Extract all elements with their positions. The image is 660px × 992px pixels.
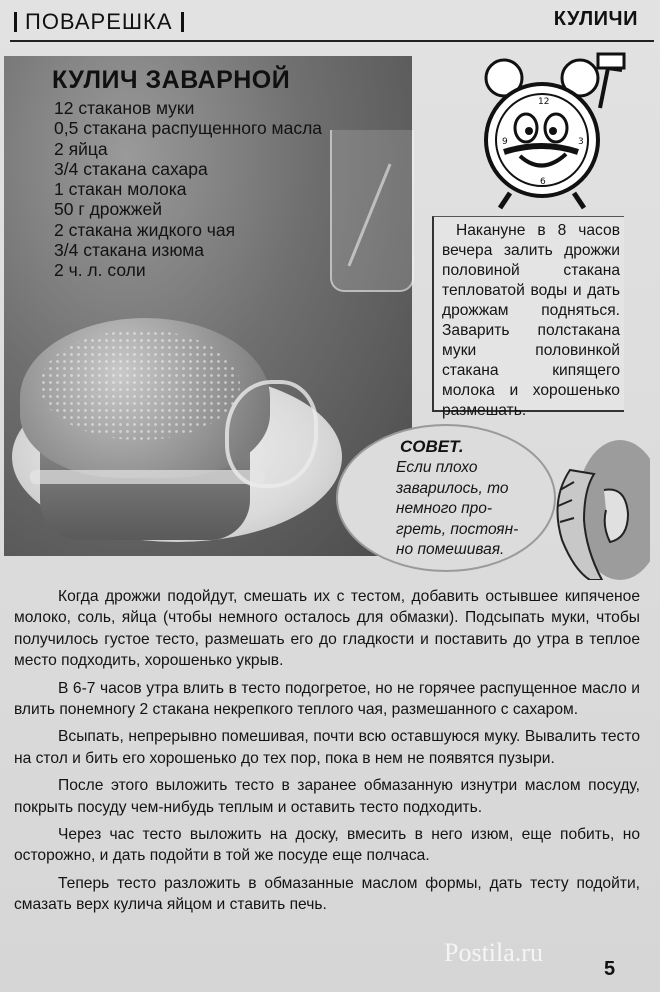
instruction-paragraph: В 6-7 часов утра влить в тесто подогретое, но не горячее распущенное масло и влить понемногу 2 стакана некрепкого теплого чая, размешанного с сахаром. <box>14 679 640 719</box>
svg-text:9: 9 <box>502 137 508 147</box>
header-divider <box>10 40 654 42</box>
recipe-title: КУЛИЧ ЗАВАРНОЙ <box>52 66 291 94</box>
instruction-paragraph: Теперь тесто разложить в обмазанные маслом формы, дать тесту подойти, смазать верх кулича яйцом и ставить печь. <box>14 874 640 914</box>
instruction-paragraph: После этого выложить тесто в заранее обмазанную изнутри маслом посуду, покрыть посуду чем-нибудь теплым и оставить тесто подходить. <box>14 777 640 816</box>
instruction-paragraph: Всыпать, непрерывно помешивая, почти всю оставшуюся муку. Вывалить тесто на стол и бить его хорошенько до тех пор, пока в нем не появятся пузыри. <box>14 728 640 767</box>
sugar-sprinkles-image <box>40 330 240 440</box>
page-number: 5 <box>604 958 616 980</box>
ingredient-item: 0,5 стакана распущенного масла <box>54 118 323 139</box>
topic-title: КУЛИЧИ <box>553 8 638 30</box>
ingredient-list <box>54 98 322 281</box>
ingredient-item: 2 стакана жидкого чая <box>54 219 236 240</box>
alarm-clock-icon <box>460 48 630 213</box>
bow-image <box>225 380 318 488</box>
advice-line: но помешивая. <box>396 541 505 558</box>
advice-line: Если плохо <box>396 459 478 476</box>
advice-title: СОВЕТ. <box>400 437 464 456</box>
section-name: ПОВАРЕШКА <box>14 9 184 35</box>
ribbon-image <box>30 470 265 484</box>
ingredient-item: 12 стаканов муки <box>54 98 195 118</box>
ingredient-item: 3/4 стакана изюма <box>54 240 205 261</box>
instructions <box>14 586 640 922</box>
ingredient-item: 1 стакан молока <box>54 179 187 200</box>
ingredient-item: 50 г дрожжей <box>54 199 162 220</box>
svg-text:12: 12 <box>538 97 550 107</box>
svg-text:6: 6 <box>540 177 546 187</box>
ingredient-item: 2 яйца <box>54 138 108 159</box>
advice-text <box>396 458 518 561</box>
instruction-paragraph: Когда дрожжи подойдут, смешать их с тестом, добавить остывшее кипяченое молоко, соль, яйца (чтобы немного осталось для обмазки). Подсыпать муки, чтобы получилось густое тесто, размешать его до гладкости и поставить до утра в теплое место подходить, хорошенько укрыв. <box>14 588 640 670</box>
ingredient-item: 2 ч. л. соли <box>54 260 146 281</box>
advice-line: заварилось, то <box>396 479 509 497</box>
ingredient-item: 3/4 стакана сахара <box>54 158 208 179</box>
page-header <box>0 0 660 44</box>
advice-line: немного про- <box>396 500 493 517</box>
info-text: Накануне в 8 часов вечера залить дрожжи половиной стакана тепловатой воды и дать дрожжам подняться. Заварить полстакана муки половинкой стакана кипящего молока и хорошенько размешать. <box>442 222 620 419</box>
watermark: Postila.ru <box>444 938 543 967</box>
info-box <box>432 216 624 419</box>
listening-person-icon <box>540 430 650 580</box>
svg-text:3: 3 <box>578 137 584 147</box>
advice-line: греть, постоян- <box>396 520 519 538</box>
instruction-paragraph: Через час тесто выложить на доску, вмесить в него изюм, еще побить, но осторожно, и дать подойти в той же посуде еще полчаса. <box>14 826 640 865</box>
